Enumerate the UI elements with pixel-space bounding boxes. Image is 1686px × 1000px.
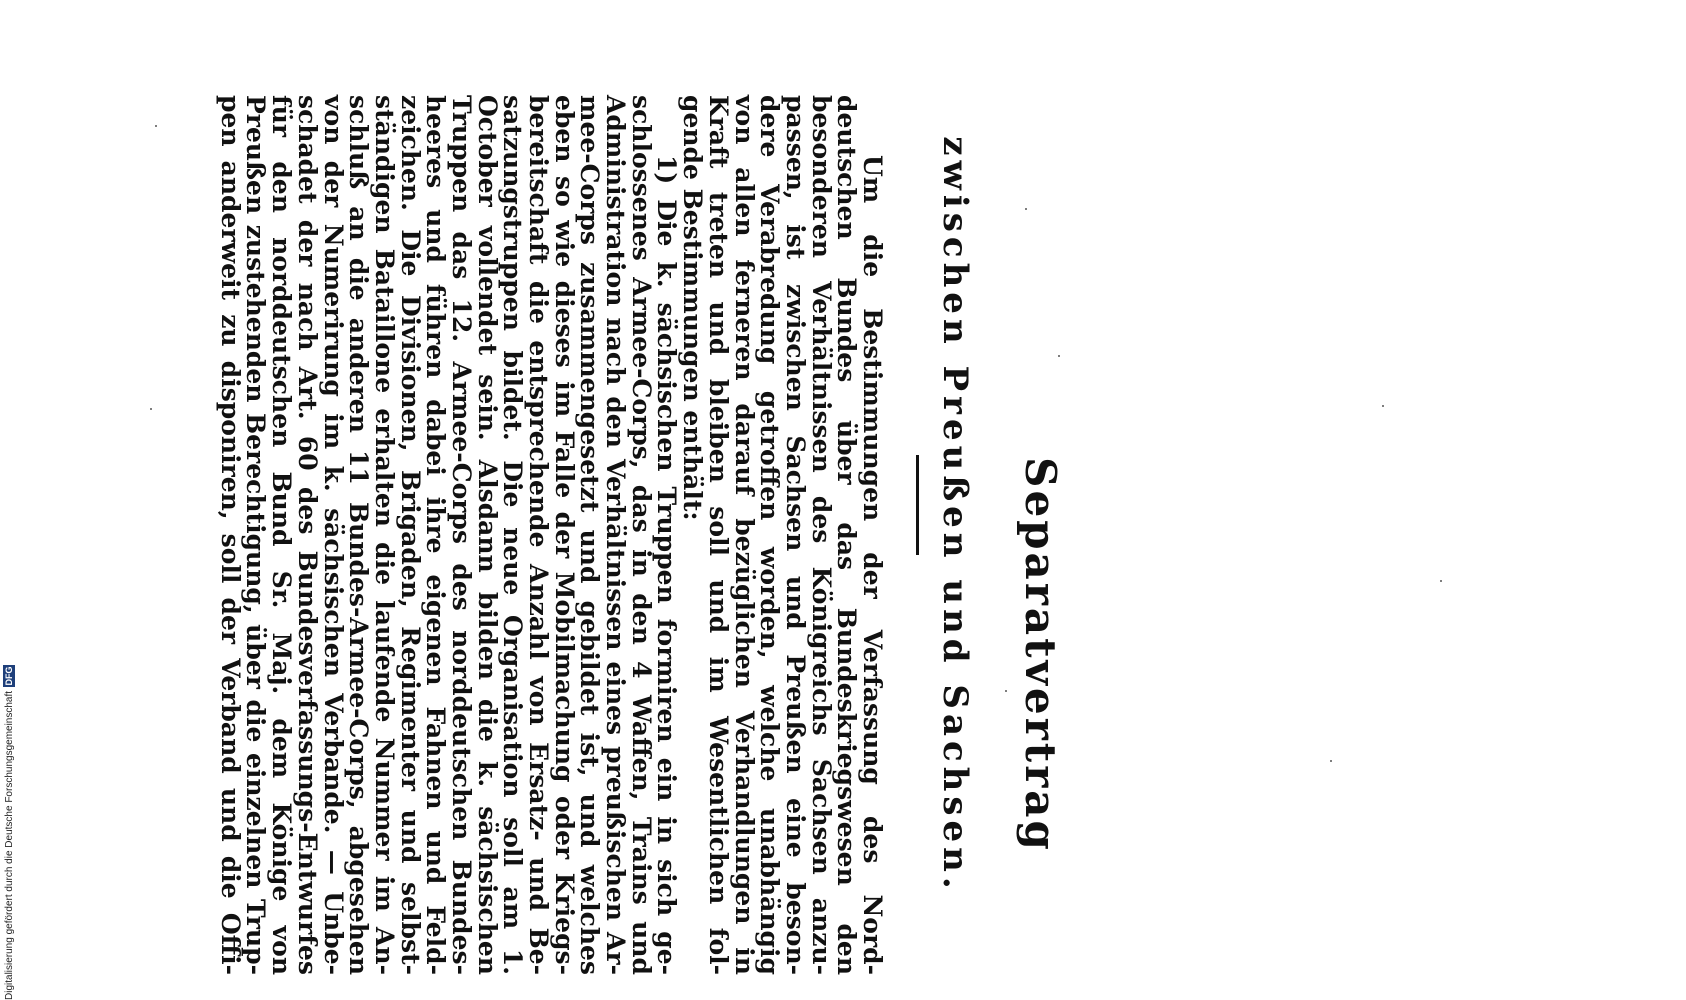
text-line: schadet der nach Art. 60 des Bundesverfassungs-Entwurfes [292, 95, 322, 975]
text-line: für den norddeutschen Bund Sr. Maj. dem Könige von [267, 95, 297, 975]
scan-speck [1025, 208, 1027, 210]
body-text [217, 95, 885, 975]
text-line: passen, ist zwischen Sachsen und Preußen eine beson- [780, 95, 810, 975]
text-line: ständigen Bataillone erhalten die laufende Nummer im An- [369, 95, 399, 975]
text-line: deutschen Bundes über das Bundeskriegswesen den [832, 95, 862, 975]
text-line: Truppen das 12. Armee-Corps des norddeutschen Bundes- [447, 95, 476, 975]
scan-speck [1382, 405, 1384, 407]
document-subtitle: zwischen Preußen und Sachsen. [935, 136, 975, 894]
dfg-logo: DFG [4, 666, 14, 686]
scan-speck [1058, 355, 1060, 357]
text-line: October vollendet sein. Alsdann bilden die k. sächsischen [472, 95, 502, 975]
scan-speck [1330, 760, 1332, 762]
scan-speck [1005, 690, 1007, 692]
text-line: satzungstruppen bildet. Die neue Organisation soll am 1. [498, 95, 528, 975]
digitization-footer [2, 620, 16, 1000]
text-line: Um die Bestimmungen der Verfassung des Nord- [858, 155, 887, 975]
scan-speck [155, 125, 157, 127]
text-line: Preußen zustehenden Berechtigung, über die einzelnen Trup- [241, 95, 271, 975]
scan-speck [1440, 580, 1442, 582]
document-title: Separatvertrag [1016, 457, 1065, 853]
text-line: schlossenes Armee-Corps, das in den 4 Waffen, Trains und [626, 95, 656, 975]
text-line: zeichen. Die Divisionen, Brigaden, Regimenter und selbst- [395, 95, 425, 975]
text-line: schluß an die anderen 11 Bundes-Armee-Corps, abgesehen [344, 95, 374, 975]
text-line: gende Bestimmungen enthält: [678, 95, 708, 521]
text-line: besonderen Verhältnissen des Königreichs Sachsen anzu- [806, 95, 836, 975]
document-page [195, 95, 1075, 975]
text-line: pen anderweit zu disponiren, soll der Verband und die Offi- [215, 95, 245, 975]
text-line: heeres und führen dabei ihre eigenen Fahnen und Feld- [421, 95, 451, 975]
text-line: mee-Corps zusammengesetzt und gebildet ist, und welches [575, 95, 605, 975]
text-line: 1) Die k. sächsischen Truppen formiren ein in sich ge- [652, 155, 682, 975]
text-line: bereitschaft die entsprechende Anzahl von Ersatz- und Be- [524, 95, 554, 975]
text-line: von der Numerirung im k. sächsischen Verbande. — Unbe- [318, 95, 348, 975]
footer-credit: Digitalisierung gefördert durch die Deutsche Forschungsgemeinschaft [3, 690, 15, 1000]
text-line: eben so wie dieses im Falle der Mobilmachung oder Kriegs- [549, 95, 579, 975]
text-line: Kraft treten und bleiben soll und im Wesentlichen fol- [703, 95, 733, 975]
text-line: dere Verabredung getroffen worden, welche unabhängig [755, 95, 785, 975]
text-line: Administration nach den Verhältnissen eines preußischen Ar- [601, 95, 631, 975]
title-divider [916, 455, 919, 555]
text-line: von allen ferneren darauf bezüglichen Verhandlungen in [729, 95, 759, 975]
scan-speck [150, 408, 152, 410]
